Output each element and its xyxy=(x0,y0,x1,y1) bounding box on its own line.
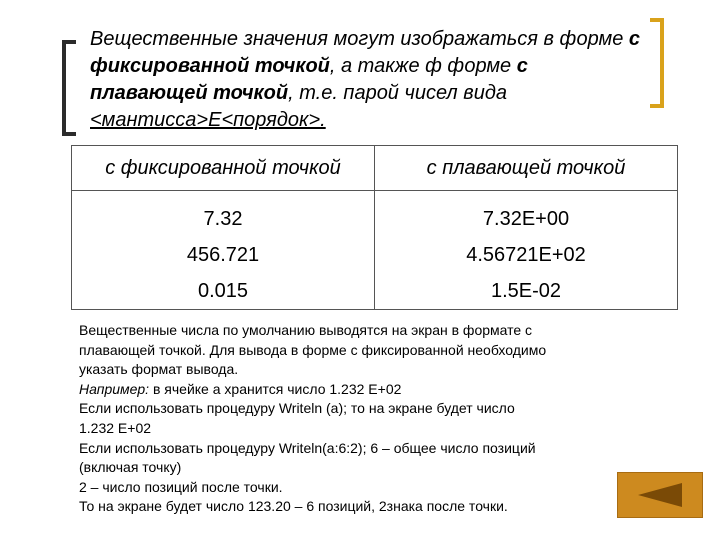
text-line: Вещественные числа по умолчанию выводятся на экран в формате с xyxy=(79,322,533,338)
intro-text-3: , т.е. парой чисел вида xyxy=(288,82,507,104)
text-line: (включая точку) xyxy=(79,459,182,476)
back-button[interactable] xyxy=(617,472,703,518)
text-line: Если использовать процедуру Writeln (a); то на экране будет число xyxy=(79,400,515,417)
cell-floating-value: 7.32E+00 xyxy=(482,207,570,230)
header-floating-point: с плавающей точкой xyxy=(375,146,678,191)
cell-fixed-value: 7.32 xyxy=(72,191,375,238)
cell-floating-value: 1.5E-02 xyxy=(490,279,562,302)
number-format-table xyxy=(71,145,678,310)
cell-floating-value: 4.56721E+02 xyxy=(466,243,586,266)
table-row xyxy=(72,237,678,273)
table-header-row xyxy=(72,146,678,191)
right-bracket-decoration xyxy=(650,18,664,108)
text-line: 1.232 E+02 xyxy=(79,419,152,436)
left-bracket-decoration xyxy=(62,40,76,136)
text-line: указать формат вывода. xyxy=(79,361,239,378)
triangle-left-icon xyxy=(630,480,690,510)
intro-paragraph xyxy=(90,26,650,134)
intro-mantissa-format: <мантисса>E<порядок>. xyxy=(90,109,326,131)
explanation-text xyxy=(79,321,619,517)
table-row xyxy=(72,273,678,310)
intro-bold-floating: с плавающей точкой xyxy=(90,55,528,104)
example-line xyxy=(79,380,619,400)
header-fixed-point: с фиксированной точкой xyxy=(72,146,375,191)
intro-text-2: , а также ф форме xyxy=(329,55,517,77)
intro-text-1: Вещественные значения могут изображаться в форме xyxy=(90,28,629,50)
example-text: в ячейке а хранится число 1.232 E+02 xyxy=(152,380,402,397)
table-row xyxy=(72,191,678,238)
text-line: Если использовать процедуру Writeln(a:6:2); 6 – общее число позиций xyxy=(79,439,536,456)
intro-bold-fixed: с фиксированной точкой xyxy=(90,28,641,77)
cell-fixed-value: 456.721 xyxy=(72,237,375,273)
text-line: 2 – число позиций после точки. xyxy=(79,478,283,495)
example-label: Например: xyxy=(79,380,150,397)
cell-fixed-value: 0.015 xyxy=(72,273,375,310)
text-line: плавающей точкой. Для вывода в форме с фиксированной необходимо xyxy=(79,341,547,358)
text-line: То на экране будет число 123.20 – 6 позиций, 2знака после точки. xyxy=(79,498,508,515)
